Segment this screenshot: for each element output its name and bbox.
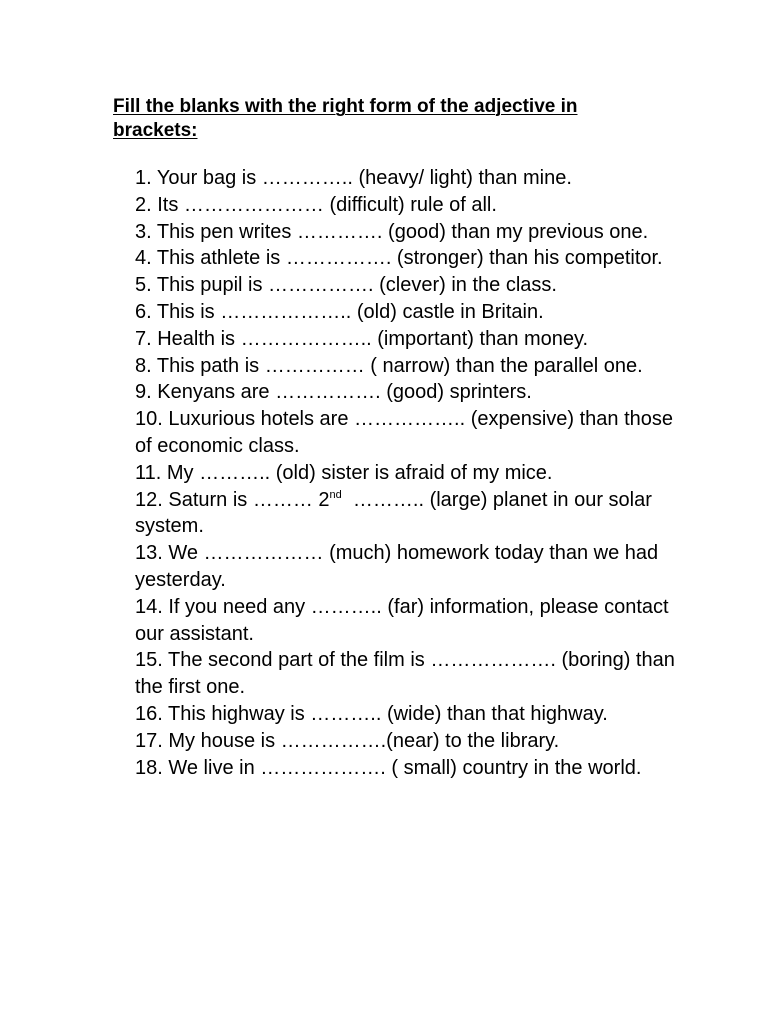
exercise-item-15: 15. The second part of the film is ………………. (boring) than the first one. [135,649,675,699]
exercise-item-12-text-end: ……….. (large) planet in our solar system. [135,488,658,538]
exercise-list [135,165,675,781]
exercise-item-5: 5. This pupil is ……………. (clever) in the class. [135,274,557,297]
exercise-item-10: 10. Luxurious hotels are …………….. (expensive) than those of economic class. [135,408,674,457]
exercise-item-16: 16. This highway is ……….. (wide) than that highway. [135,702,608,725]
exercise-item-6: 6. This is ……………….. (old) castle in Britain. [135,300,544,323]
exercise-item-18: 18. We live in ………………. ( small) country in the world. [135,756,642,779]
exercise-item-2: 2. Its ………………… (difficult) rule of all. [135,193,497,216]
exercise-item-12 [135,487,675,541]
exercise-item-1: 1. Your bag is ………….. (heavy/ light) than mine. [135,167,572,189]
exercise-item-13: 13. We ……………… (much) homework today than we had yesterday. [135,542,659,591]
ordinal-suffix: nd [329,488,342,501]
exercise-item-3: 3. This pen writes …………. (good) than my previous one. [135,220,649,243]
exercise-item-9: 9. Kenyans are ……………. (good) sprinters. [135,381,532,404]
exercise-item-17: 17. My house is …………….(near) to the library. [135,729,560,752]
exercise-item-14: 14. If you need any ……….. (far) information, please contact our assistant. [135,595,669,645]
exercise-item-12-text-start: 12. Saturn is ……… 2 [135,488,330,511]
worksheet-title: Fill the blanks with the right form of the adjective in brackets: [113,96,578,141]
exercise-item-7: 7. Health is ……………….. (important) than money. [135,327,589,350]
exercise-item-8: 8. This path is …………… ( narrow) than the parallel one. [135,354,643,377]
exercise-item-4: 4. This athlete is ……………. (stronger) than his competitor. [135,247,663,270]
exercise-item-11: 11. My ……….. (old) sister is afraid of my mice. [135,461,553,484]
